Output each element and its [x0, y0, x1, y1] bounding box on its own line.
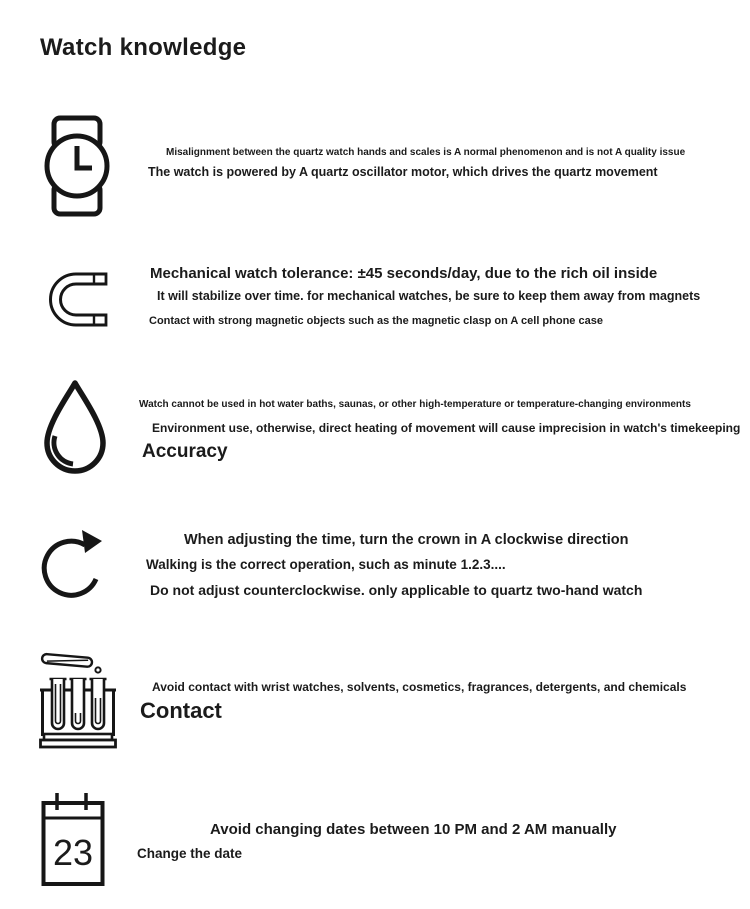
calendar-day-number: 23 — [52, 832, 94, 873]
quartz-note-main: The watch is powered by A quartz oscillator motor, which drives the quartz movement — [148, 165, 658, 179]
clockwise-arrow-icon — [40, 527, 108, 603]
date-note-main: Avoid changing dates between 10 PM and 2 AM manually — [210, 821, 617, 838]
date-note-2: Change the date — [137, 846, 243, 861]
adjust-note-2: Walking is the correct operation, such as minute 1.2.3.... — [146, 557, 506, 572]
page-title: Watch knowledge — [40, 34, 247, 61]
contact-note-main: Avoid contact with wrist watches, solvents, cosmetics, fragrances, detergents, and chemicals — [152, 680, 687, 694]
watch-icon — [43, 115, 111, 217]
accuracy-note-2: Environment use, otherwise, direct heating of movement will cause imprecision in watch's timekeeping — [152, 421, 741, 435]
contact-heading: Contact — [140, 698, 222, 723]
adjust-note-3: Do not adjust counterclockwise. only applicable to quartz two-hand watch — [150, 582, 643, 598]
magnet-note-2: It will stabilize over time. for mechanical watches, be sure to keep them away from magnets — [157, 289, 701, 303]
magnet-icon — [44, 268, 110, 330]
test-tubes-icon — [39, 650, 117, 750]
magnet-note-main: Mechanical watch tolerance: ±45 seconds/day, due to the rich oil inside — [150, 265, 658, 282]
water-drop-icon — [42, 379, 108, 479]
calendar-icon — [40, 790, 106, 888]
accuracy-note-small: Watch cannot be used in hot water baths, saunas, or other high-temperature or temperature-changing environments — [139, 399, 691, 410]
adjust-note-main: When adjusting the time, turn the crown in A clockwise direction — [184, 532, 629, 548]
quartz-note-small: Misalignment between the quartz watch hands and scales is A normal phenomenon and is not A quality issue — [166, 147, 686, 158]
accuracy-heading: Accuracy — [142, 441, 228, 462]
magnet-note-3: Contact with strong magnetic objects such as the magnetic clasp on A cell phone case — [149, 315, 603, 327]
